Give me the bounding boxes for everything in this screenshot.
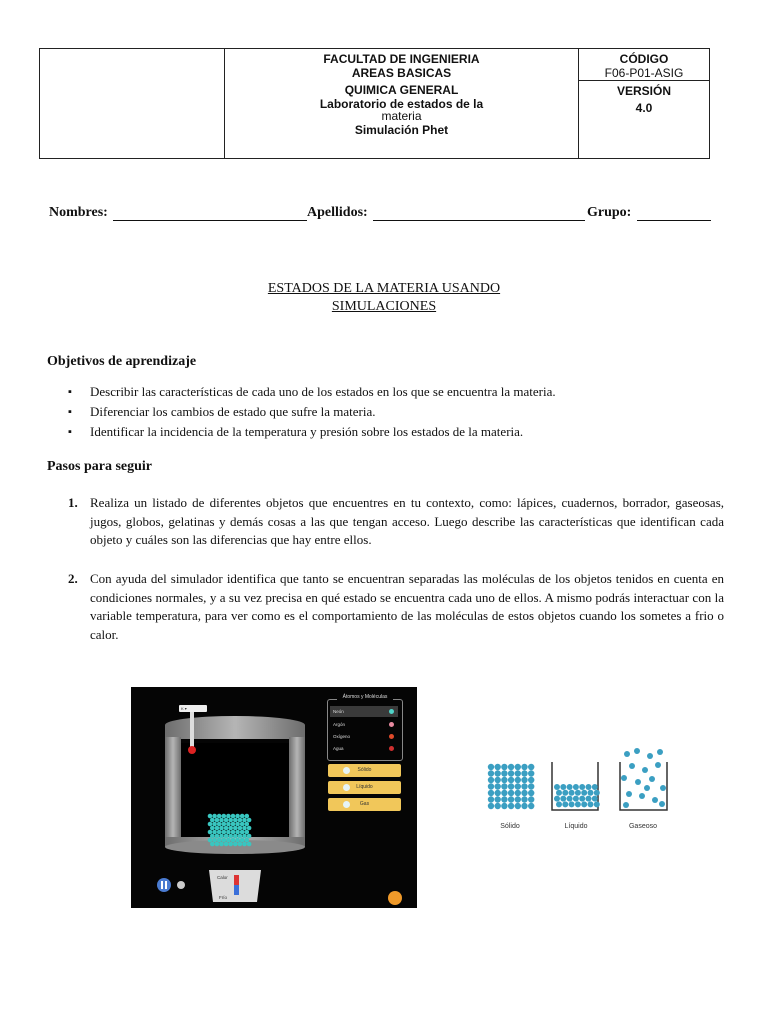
molecule <box>215 826 220 831</box>
molecule <box>233 818 238 823</box>
document-header-table <box>39 48 710 159</box>
solid-particle <box>521 803 527 809</box>
header-lab-line2: materia <box>381 109 422 123</box>
gas-particle <box>647 753 653 759</box>
molecule <box>226 838 231 843</box>
molecule <box>212 830 217 835</box>
molecule <box>208 814 213 819</box>
header-area: AREAS BASICAS <box>351 66 452 80</box>
solid-particle <box>508 777 514 783</box>
molecule <box>242 834 247 839</box>
objectives-heading: Objetivos de aprendizaje <box>47 354 197 369</box>
liquid-particle <box>588 801 594 807</box>
molecule <box>219 826 224 831</box>
solid-particle <box>501 777 507 783</box>
molecule <box>235 830 240 835</box>
gas-state-button[interactable]: Gas <box>328 798 401 811</box>
states-of-matter-figure <box>482 748 672 828</box>
molecule <box>238 826 243 831</box>
solid-particle <box>515 777 521 783</box>
atom-option-oxygen[interactable]: Oxígeno <box>330 731 398 742</box>
molecule <box>224 834 229 839</box>
molecule <box>215 818 220 823</box>
molecule <box>245 814 250 819</box>
header-code-cell <box>579 49 709 158</box>
solid-particle <box>495 777 501 783</box>
gas-particle <box>623 802 629 808</box>
liquid-particle <box>588 790 594 796</box>
gas-particle <box>639 793 645 799</box>
solid-particle <box>515 764 521 770</box>
molecule <box>208 822 213 827</box>
atoms-panel-title: Átomos y Moléculas <box>337 694 393 700</box>
solid-label: Sólido <box>500 823 520 830</box>
molecule <box>210 834 215 839</box>
solid-particle <box>501 783 507 789</box>
solid-particle <box>501 770 507 776</box>
gas-particle <box>642 767 648 773</box>
molecule <box>245 822 250 827</box>
liquid-particle <box>556 790 562 796</box>
solid-particle <box>521 764 527 770</box>
gas-particle <box>626 791 632 797</box>
molecule <box>231 822 236 827</box>
molecule <box>228 834 233 839</box>
liquid-particle <box>586 796 592 802</box>
molecule <box>235 822 240 827</box>
molecule <box>240 814 245 819</box>
molecule <box>233 826 238 831</box>
solid-particle <box>515 803 521 809</box>
surnames-blank[interactable] <box>373 220 585 221</box>
molecule <box>222 830 227 835</box>
phet-simulator-screenshot <box>131 687 417 908</box>
solid-particle <box>528 796 534 802</box>
molecule <box>245 830 250 835</box>
molecule <box>245 838 250 843</box>
gas-particle <box>657 749 663 755</box>
molecule <box>242 826 247 831</box>
liquid-particle <box>592 796 598 802</box>
liquid-particle <box>562 801 568 807</box>
solid-particle <box>528 770 534 776</box>
liquid-particle <box>579 784 585 790</box>
atom-option-argon[interactable]: Argón <box>330 719 398 730</box>
molecule <box>233 834 238 839</box>
molecule <box>215 842 220 847</box>
liquid-particle <box>579 796 585 802</box>
code-value: F06-P01-ASIG <box>604 66 684 80</box>
solid-particle <box>488 783 494 789</box>
molecule <box>226 822 231 827</box>
group-blank[interactable] <box>637 220 711 221</box>
solid-particle <box>528 777 534 783</box>
molecule <box>226 830 231 835</box>
header-lab-line1: Laboratorio de estados de la <box>319 97 484 111</box>
gas-particle <box>629 763 635 769</box>
step-text: Con ayuda del simulador identifica que tanto se encuentran separadas las moléculas de los objetos tenidos en cuenta en condiciones normales, y a su vez precisa en qué estado se encuentra cada uno de ellos. A mismo podrás interactuar con la variable temperatura, para ver como es el comportamiento de las moléculas de estos objetos cuando los sometes a frio o calor. <box>90 571 724 642</box>
molecule <box>247 834 252 839</box>
liquid-particle <box>560 796 566 802</box>
solid-particle <box>528 764 534 770</box>
gas-particle <box>655 762 661 768</box>
solid-particle <box>508 796 514 802</box>
solid-state-button[interactable]: Sólido <box>328 764 401 777</box>
liquid-particle <box>586 784 592 790</box>
molecule <box>208 838 213 843</box>
header-simulation: Simulación Phet <box>354 123 449 137</box>
molecule <box>242 818 247 823</box>
molecule <box>235 838 240 843</box>
solid-particle <box>528 783 534 789</box>
molecule <box>240 822 245 827</box>
header-title-cell <box>225 49 579 158</box>
solid-particle <box>515 783 521 789</box>
header-faculty: FACULTAD DE INGENIERIA <box>323 52 480 66</box>
molecule <box>228 842 233 847</box>
solid-particle <box>508 790 514 796</box>
gas-particle <box>652 797 658 803</box>
solid-particle <box>508 783 514 789</box>
gas-state-icon <box>343 801 350 808</box>
molecule <box>226 814 231 819</box>
liquid-particle <box>592 784 598 790</box>
solid-particle <box>515 790 521 796</box>
molecule <box>224 826 229 831</box>
liquid-particle <box>567 796 573 802</box>
objective-item: ▪ Diferenciar los cambios de estado que sufre la materia. <box>68 402 728 422</box>
names-blank[interactable] <box>113 220 307 221</box>
molecule <box>217 838 222 843</box>
version-label: VERSIÓN <box>616 84 671 98</box>
gas-particle <box>634 748 640 754</box>
molecule <box>238 818 243 823</box>
step-item-2 <box>68 570 724 644</box>
step-number: 2. <box>68 571 78 586</box>
molecule <box>208 830 213 835</box>
solid-particle <box>488 770 494 776</box>
molecule <box>238 834 243 839</box>
solid-particle <box>488 790 494 796</box>
molecule <box>215 834 220 839</box>
logo-cell <box>40 49 225 158</box>
solid-particle <box>495 764 501 770</box>
molecule <box>217 814 222 819</box>
molecule <box>228 826 233 831</box>
molecule <box>217 830 222 835</box>
molecule <box>224 818 229 823</box>
temperature-unit-dropdown[interactable]: K ▾ <box>179 705 207 712</box>
solid-particle <box>495 803 501 809</box>
molecule <box>242 842 247 847</box>
liquid-particle <box>567 784 573 790</box>
step-number: 1. <box>68 495 78 510</box>
molecule <box>219 818 224 823</box>
liquid-particle <box>581 790 587 796</box>
document-title-line1: ESTADOS DE LA MATERIA USANDO <box>267 281 501 296</box>
solid-particle <box>495 796 501 802</box>
solid-particle <box>488 764 494 770</box>
solid-particle <box>501 803 507 809</box>
molecule <box>231 830 236 835</box>
liquid-particle <box>573 784 579 790</box>
molecule <box>222 838 227 843</box>
gas-particle <box>635 779 641 785</box>
solid-particle <box>495 770 501 776</box>
group-label: Grupo: <box>587 205 632 220</box>
molecule <box>231 838 236 843</box>
solid-particle <box>515 796 521 802</box>
document-title-line2: SIMULACIONES <box>331 299 437 314</box>
molecule <box>210 818 215 823</box>
molecule <box>228 818 233 823</box>
molecule <box>217 822 222 827</box>
objective-item: ▪ Describir las características de cada uno de los estados en los que se encuentra la materia. <box>68 382 728 402</box>
liquid-particle <box>575 790 581 796</box>
molecule <box>224 842 229 847</box>
solid-particle <box>521 796 527 802</box>
liquid-particle <box>556 801 562 807</box>
molecule <box>210 842 215 847</box>
step-item-1 <box>68 494 724 550</box>
liquid-particle <box>594 801 600 807</box>
liquid-label: Líquido <box>564 823 588 830</box>
molecule <box>212 814 217 819</box>
svg-text:Calor: Calor <box>217 875 228 880</box>
solid-particle <box>521 790 527 796</box>
solid-particle <box>515 770 521 776</box>
solid-particle <box>521 770 527 776</box>
gas-particle <box>621 775 627 781</box>
solid-particle <box>521 783 527 789</box>
molecule <box>247 826 252 831</box>
gas-particle <box>660 785 666 791</box>
objectives-list <box>68 382 728 442</box>
solid-particle <box>495 783 501 789</box>
liquid-state-icon <box>343 784 350 791</box>
liquid-particle <box>562 790 568 796</box>
molecule <box>240 838 245 843</box>
gas-particle <box>644 785 650 791</box>
solid-particle <box>488 777 494 783</box>
surnames-label: Apellidos: <box>307 205 368 220</box>
liquid-particle <box>573 796 579 802</box>
objective-item: ▪ Identificar la incidencia de la temperatura y presión sobre los estados de la materia. <box>68 422 728 442</box>
molecule <box>240 830 245 835</box>
molecule <box>238 842 243 847</box>
solid-particle <box>495 790 501 796</box>
solid-state-icon <box>343 767 350 774</box>
solid-particle <box>501 790 507 796</box>
liquid-particle <box>569 790 575 796</box>
liquid-particle <box>594 790 600 796</box>
molecule <box>247 842 252 847</box>
molecule <box>235 814 240 819</box>
step-text: Realiza un listado de diferentes objetos que encuentres en tu contexto, como: lápices, cuadernos, borrador, gaseosas, jugos, globos, gelatinas y demás cosas a las que tengan acceso. Luego describe las características que identifican cada objeto y cuáles son las diferencias que hay entre ellos. <box>90 495 724 547</box>
liquid-particle <box>581 801 587 807</box>
molecule <box>212 838 217 843</box>
molecule <box>222 822 227 827</box>
molecule <box>219 842 224 847</box>
gas-particle <box>659 801 665 807</box>
liquid-particle <box>569 801 575 807</box>
student-info-line <box>49 205 711 225</box>
names-label: Nombres: <box>49 205 108 220</box>
solid-particle <box>508 764 514 770</box>
liquid-state-button[interactable]: Líquido <box>328 781 401 794</box>
molecule <box>247 818 252 823</box>
solid-particle <box>528 803 534 809</box>
solid-particle <box>528 790 534 796</box>
molecule <box>231 814 236 819</box>
gas-label: Gaseoso <box>628 823 658 830</box>
gas-particle <box>624 751 630 757</box>
solid-particle <box>508 770 514 776</box>
svg-text:Frío: Frío <box>219 895 228 900</box>
solid-particle <box>488 803 494 809</box>
molecule <box>219 834 224 839</box>
code-label: CÓDIGO <box>619 52 669 66</box>
molecule <box>233 842 238 847</box>
molecule <box>212 822 217 827</box>
atom-option-water[interactable]: Agua <box>330 743 398 754</box>
version-value: 4.0 <box>635 101 653 115</box>
liquid-particle <box>554 796 560 802</box>
liquid-particle <box>575 801 581 807</box>
header-course: QUIMICA GENERAL <box>344 83 459 97</box>
gas-particle <box>649 776 655 782</box>
atom-option-neon[interactable]: Neón <box>330 706 398 717</box>
molecule <box>222 814 227 819</box>
solid-particle <box>488 796 494 802</box>
solid-particle <box>501 796 507 802</box>
solid-particle <box>501 764 507 770</box>
liquid-particle <box>554 784 560 790</box>
steps-heading: Pasos para seguir <box>47 459 152 474</box>
liquid-particle <box>560 784 566 790</box>
solid-particle <box>521 777 527 783</box>
solid-particle <box>508 803 514 809</box>
molecule <box>210 826 215 831</box>
